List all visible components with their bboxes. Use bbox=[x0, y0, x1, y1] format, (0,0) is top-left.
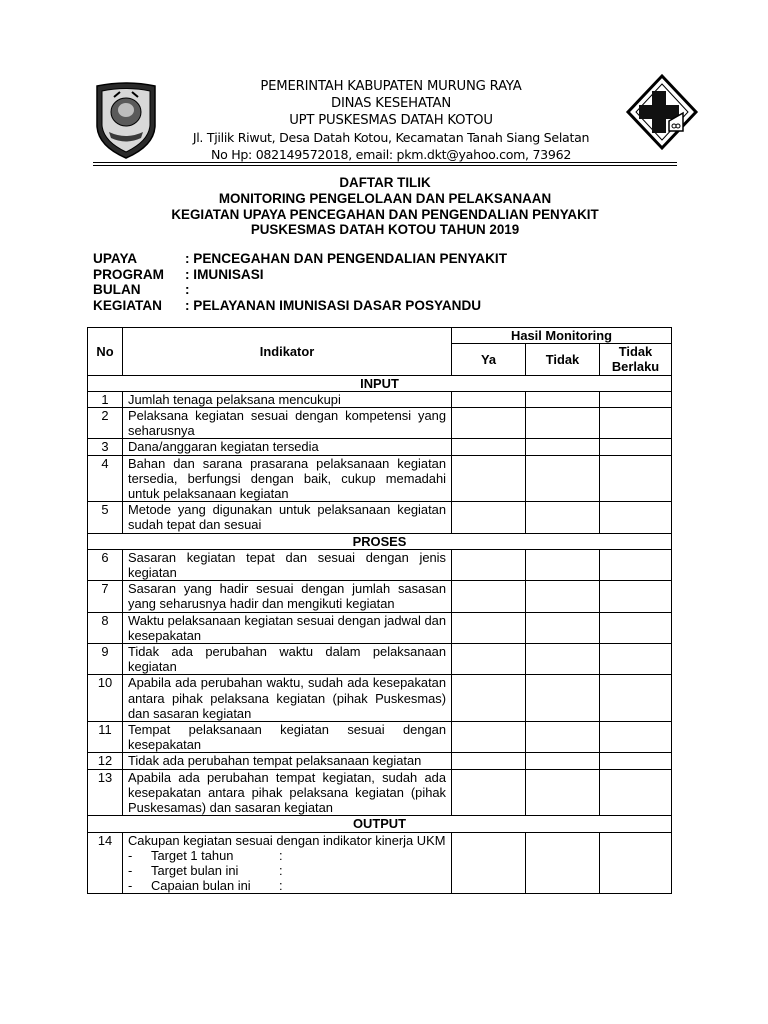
check-cell-tidak[interactable] bbox=[526, 581, 600, 612]
col-header-indikator: Indikator bbox=[123, 328, 452, 376]
section-row-input bbox=[88, 375, 672, 391]
meta-bulan-value: : bbox=[185, 282, 190, 298]
col-header-no: No bbox=[88, 328, 123, 376]
letterhead-government: PEMERINTAH KABUPATEN MURUNG RAYA bbox=[260, 79, 522, 94]
title-line-2: MONITORING PENGELOLAAN DAN PELAKSANAAN bbox=[218, 190, 552, 206]
table-row bbox=[88, 408, 672, 439]
row-indicator: Tidak ada perubahan tempat pelaksanaan kegiatan bbox=[123, 753, 452, 769]
row-number: 2 bbox=[88, 408, 123, 439]
meta-kegiatan bbox=[93, 298, 507, 314]
row-number: 4 bbox=[88, 455, 123, 502]
table-row bbox=[88, 769, 672, 816]
row-indicator: Jumlah tenaga pelaksana mencukupi bbox=[123, 391, 452, 407]
target-annual-label: Target 1 tahun bbox=[151, 847, 234, 863]
row-number: 13 bbox=[88, 769, 123, 816]
check-cell-ya[interactable] bbox=[452, 391, 526, 407]
row-indicator: Tidak ada perubahan waktu dalam pelaksanaan kegiatan bbox=[123, 644, 452, 675]
row-number: 9 bbox=[88, 644, 123, 675]
col-header-tidak: Tidak bbox=[526, 344, 600, 375]
check-cell-tidak-berlaku[interactable] bbox=[600, 644, 672, 675]
check-cell-tidak-berlaku[interactable] bbox=[600, 832, 672, 894]
table-row bbox=[88, 612, 672, 643]
table-row bbox=[88, 439, 672, 455]
check-cell-tidak[interactable] bbox=[526, 832, 600, 894]
row-indicator: Apabila ada perubahan waktu, sudah ada kesepakatan antara pihak pelaksana kegiatan (pihak Puskesmas) dan sasaran kegiatan bbox=[123, 675, 452, 722]
document-title bbox=[90, 175, 680, 238]
target-month-label: Target bulan ini bbox=[151, 862, 239, 878]
title-line-3: KEGIATAN UPAYA PENCEGAHAN DAN PENGENDALIAN PENYAKIT bbox=[171, 206, 599, 222]
meta-program bbox=[93, 267, 507, 283]
row-number: 3 bbox=[88, 439, 123, 455]
table-header-row bbox=[88, 328, 672, 344]
section-input-label: INPUT bbox=[88, 375, 672, 391]
row-indicator bbox=[123, 832, 452, 894]
activity-info bbox=[93, 251, 507, 313]
row-indicator-text: Cakupan kegiatan sesuai dengan indikator kinerja UKM bbox=[128, 832, 446, 848]
monitoring-checklist-table bbox=[87, 327, 672, 894]
row-indicator: Sasaran yang hadir sesuai dengan jumlah sasasan yang seharusnya hadir dan mengikuti kegiatan bbox=[123, 581, 452, 612]
check-cell-tidak-berlaku[interactable] bbox=[600, 675, 672, 722]
check-cell-ya[interactable] bbox=[452, 502, 526, 533]
meta-upaya-label: UPAYA bbox=[93, 251, 138, 266]
letterhead-address: Jl. Tjilik Riwut, Desa Datah Kotou, Kecamatan Tanah Siang Selatan bbox=[192, 130, 590, 145]
row-indicator: Metode yang digunakan untuk pelaksanaan kegiatan sudah tepat dan sesuai bbox=[123, 502, 452, 533]
check-cell-tidak-berlaku[interactable] bbox=[600, 581, 672, 612]
table-row bbox=[88, 391, 672, 407]
row-indicator: Bahan dan sarana prasarana pelaksanaan kegiatan tersedia, berfungsi dengan baik, cukup memadahi untuk pelaksanaan kegiatan bbox=[123, 455, 452, 502]
check-cell-tidak[interactable] bbox=[526, 391, 600, 407]
row-number: 6 bbox=[88, 549, 123, 580]
check-cell-ya[interactable] bbox=[452, 455, 526, 502]
check-cell-ya[interactable] bbox=[452, 769, 526, 816]
col-header-hasil-monitoring: Hasil Monitoring bbox=[452, 328, 672, 344]
check-cell-ya[interactable] bbox=[452, 612, 526, 643]
col-header-tidak-berlaku-line2: Berlaku bbox=[611, 359, 660, 375]
meta-program-value: : IMUNISASI bbox=[185, 266, 264, 282]
check-cell-tidak[interactable] bbox=[526, 769, 600, 816]
achievement-month-line bbox=[128, 878, 446, 893]
check-cell-ya[interactable] bbox=[452, 832, 526, 894]
row-number: 7 bbox=[88, 581, 123, 612]
achievement-month-label: Capaian bulan ini bbox=[151, 878, 251, 894]
check-cell-tidak[interactable] bbox=[526, 502, 600, 533]
title-line-4: PUSKESMAS DATAH KOTOU TAHUN 2019 bbox=[250, 222, 520, 238]
section-row-proses bbox=[88, 533, 672, 549]
meta-bulan bbox=[93, 282, 507, 298]
table-row bbox=[88, 502, 672, 533]
check-cell-ya[interactable] bbox=[452, 722, 526, 753]
check-cell-tidak-berlaku[interactable] bbox=[600, 455, 672, 502]
check-cell-tidak[interactable] bbox=[526, 408, 600, 439]
col-header-ya: Ya bbox=[452, 344, 526, 375]
check-cell-tidak-berlaku[interactable] bbox=[600, 769, 672, 816]
letterhead-department: DINAS KESEHATAN bbox=[330, 96, 451, 111]
section-proses-label: PROSES bbox=[88, 533, 672, 549]
bullet-dash: - bbox=[128, 878, 133, 894]
letterhead-rule-thin bbox=[93, 165, 677, 166]
row-indicator: Dana/anggaran kegiatan tersedia bbox=[123, 439, 452, 455]
check-cell-tidak-berlaku[interactable] bbox=[600, 753, 672, 769]
section-output-label: OUTPUT bbox=[88, 816, 672, 832]
check-cell-tidak[interactable] bbox=[526, 644, 600, 675]
check-cell-ya[interactable] bbox=[452, 408, 526, 439]
table-row bbox=[88, 722, 672, 753]
check-cell-tidak[interactable] bbox=[526, 439, 600, 455]
table-row bbox=[88, 832, 672, 894]
row-indicator: Apabila ada perubahan tempat kegiatan, sudah ada kesepakatan antara pihak pelaksana kegiatan (pihak Puskesamas) dan sasaran kegiatan bbox=[123, 769, 452, 816]
row-indicator: Waktu pelaksanaan kegiatan sesuai dengan jadwal dan kesepakatan bbox=[123, 612, 452, 643]
check-cell-tidak[interactable] bbox=[526, 455, 600, 502]
letterhead-rule-thick bbox=[93, 162, 677, 163]
section-row-output bbox=[88, 816, 672, 832]
row-indicator: Tempat pelaksanaan kegiatan sesuai dengan kesepakatan bbox=[123, 722, 452, 753]
row-indicator: Sasaran kegiatan tepat dan sesuai dengan jenis kegiatan bbox=[123, 549, 452, 580]
letterhead-institution: UPT PUSKESMAS DATAH KOTOU bbox=[289, 113, 493, 128]
puskesmas-logo-icon bbox=[625, 73, 699, 151]
achievement-month-colon: : bbox=[279, 878, 283, 894]
col-header-tidak-berlaku bbox=[600, 344, 672, 375]
row-number: 14 bbox=[88, 832, 123, 894]
check-cell-tidak[interactable] bbox=[526, 753, 600, 769]
table-row bbox=[88, 549, 672, 580]
check-cell-tidak-berlaku[interactable] bbox=[600, 408, 672, 439]
meta-kegiatan-value: : PELAYANAN IMUNISASI DASAR POSYANDU bbox=[185, 297, 482, 313]
row-number: 1 bbox=[88, 391, 123, 407]
check-cell-tidak[interactable] bbox=[526, 722, 600, 753]
table-row bbox=[88, 753, 672, 769]
check-cell-tidak-berlaku[interactable] bbox=[600, 439, 672, 455]
check-cell-ya[interactable] bbox=[452, 753, 526, 769]
bullet-dash: - bbox=[128, 862, 133, 878]
check-cell-tidak[interactable] bbox=[526, 549, 600, 580]
check-cell-tidak-berlaku[interactable] bbox=[600, 549, 672, 580]
row-number: 8 bbox=[88, 612, 123, 643]
target-annual-line bbox=[128, 848, 446, 863]
meta-kegiatan-label: KEGIATAN bbox=[93, 297, 162, 313]
check-cell-ya[interactable] bbox=[452, 549, 526, 580]
check-cell-ya[interactable] bbox=[452, 439, 526, 455]
meta-bulan-label: BULAN bbox=[93, 282, 141, 298]
target-month-colon: : bbox=[279, 862, 283, 878]
bullet-dash: - bbox=[128, 847, 133, 863]
table-row bbox=[88, 455, 672, 502]
table-row bbox=[88, 675, 672, 722]
row-number: 10 bbox=[88, 675, 123, 722]
letterhead-contact: No Hp: 082149572018, email: pkm.dkt@yahoo.com, 73962 bbox=[210, 147, 572, 162]
check-cell-tidak-berlaku[interactable] bbox=[600, 502, 672, 533]
meta-upaya bbox=[93, 251, 507, 267]
row-number: 11 bbox=[88, 722, 123, 753]
target-month-line bbox=[128, 863, 446, 878]
meta-upaya-value: : PENCEGAHAN DAN PENGENDALIAN PENYAKIT bbox=[185, 251, 508, 266]
check-cell-ya[interactable] bbox=[452, 675, 526, 722]
check-cell-tidak[interactable] bbox=[526, 612, 600, 643]
table-row bbox=[88, 644, 672, 675]
letterhead bbox=[160, 78, 622, 163]
row-number: 12 bbox=[88, 753, 123, 769]
check-cell-tidak-berlaku[interactable] bbox=[600, 612, 672, 643]
meta-program-label: PROGRAM bbox=[93, 266, 164, 282]
target-annual-colon: : bbox=[279, 847, 283, 863]
table-row bbox=[88, 581, 672, 612]
check-cell-tidak-berlaku[interactable] bbox=[600, 722, 672, 753]
col-header-tidak-berlaku-line1: Tidak bbox=[618, 344, 653, 360]
check-cell-tidak[interactable] bbox=[526, 675, 600, 722]
check-cell-tidak-berlaku[interactable] bbox=[600, 391, 672, 407]
row-number: 5 bbox=[88, 502, 123, 533]
title-line-1: DAFTAR TILIK bbox=[339, 175, 431, 190]
check-cell-ya[interactable] bbox=[452, 581, 526, 612]
regency-emblem-icon bbox=[94, 80, 158, 160]
row-indicator: Pelaksana kegiatan sesuai dengan kompetensi yang seharusnya bbox=[123, 408, 452, 439]
check-cell-ya[interactable] bbox=[452, 644, 526, 675]
